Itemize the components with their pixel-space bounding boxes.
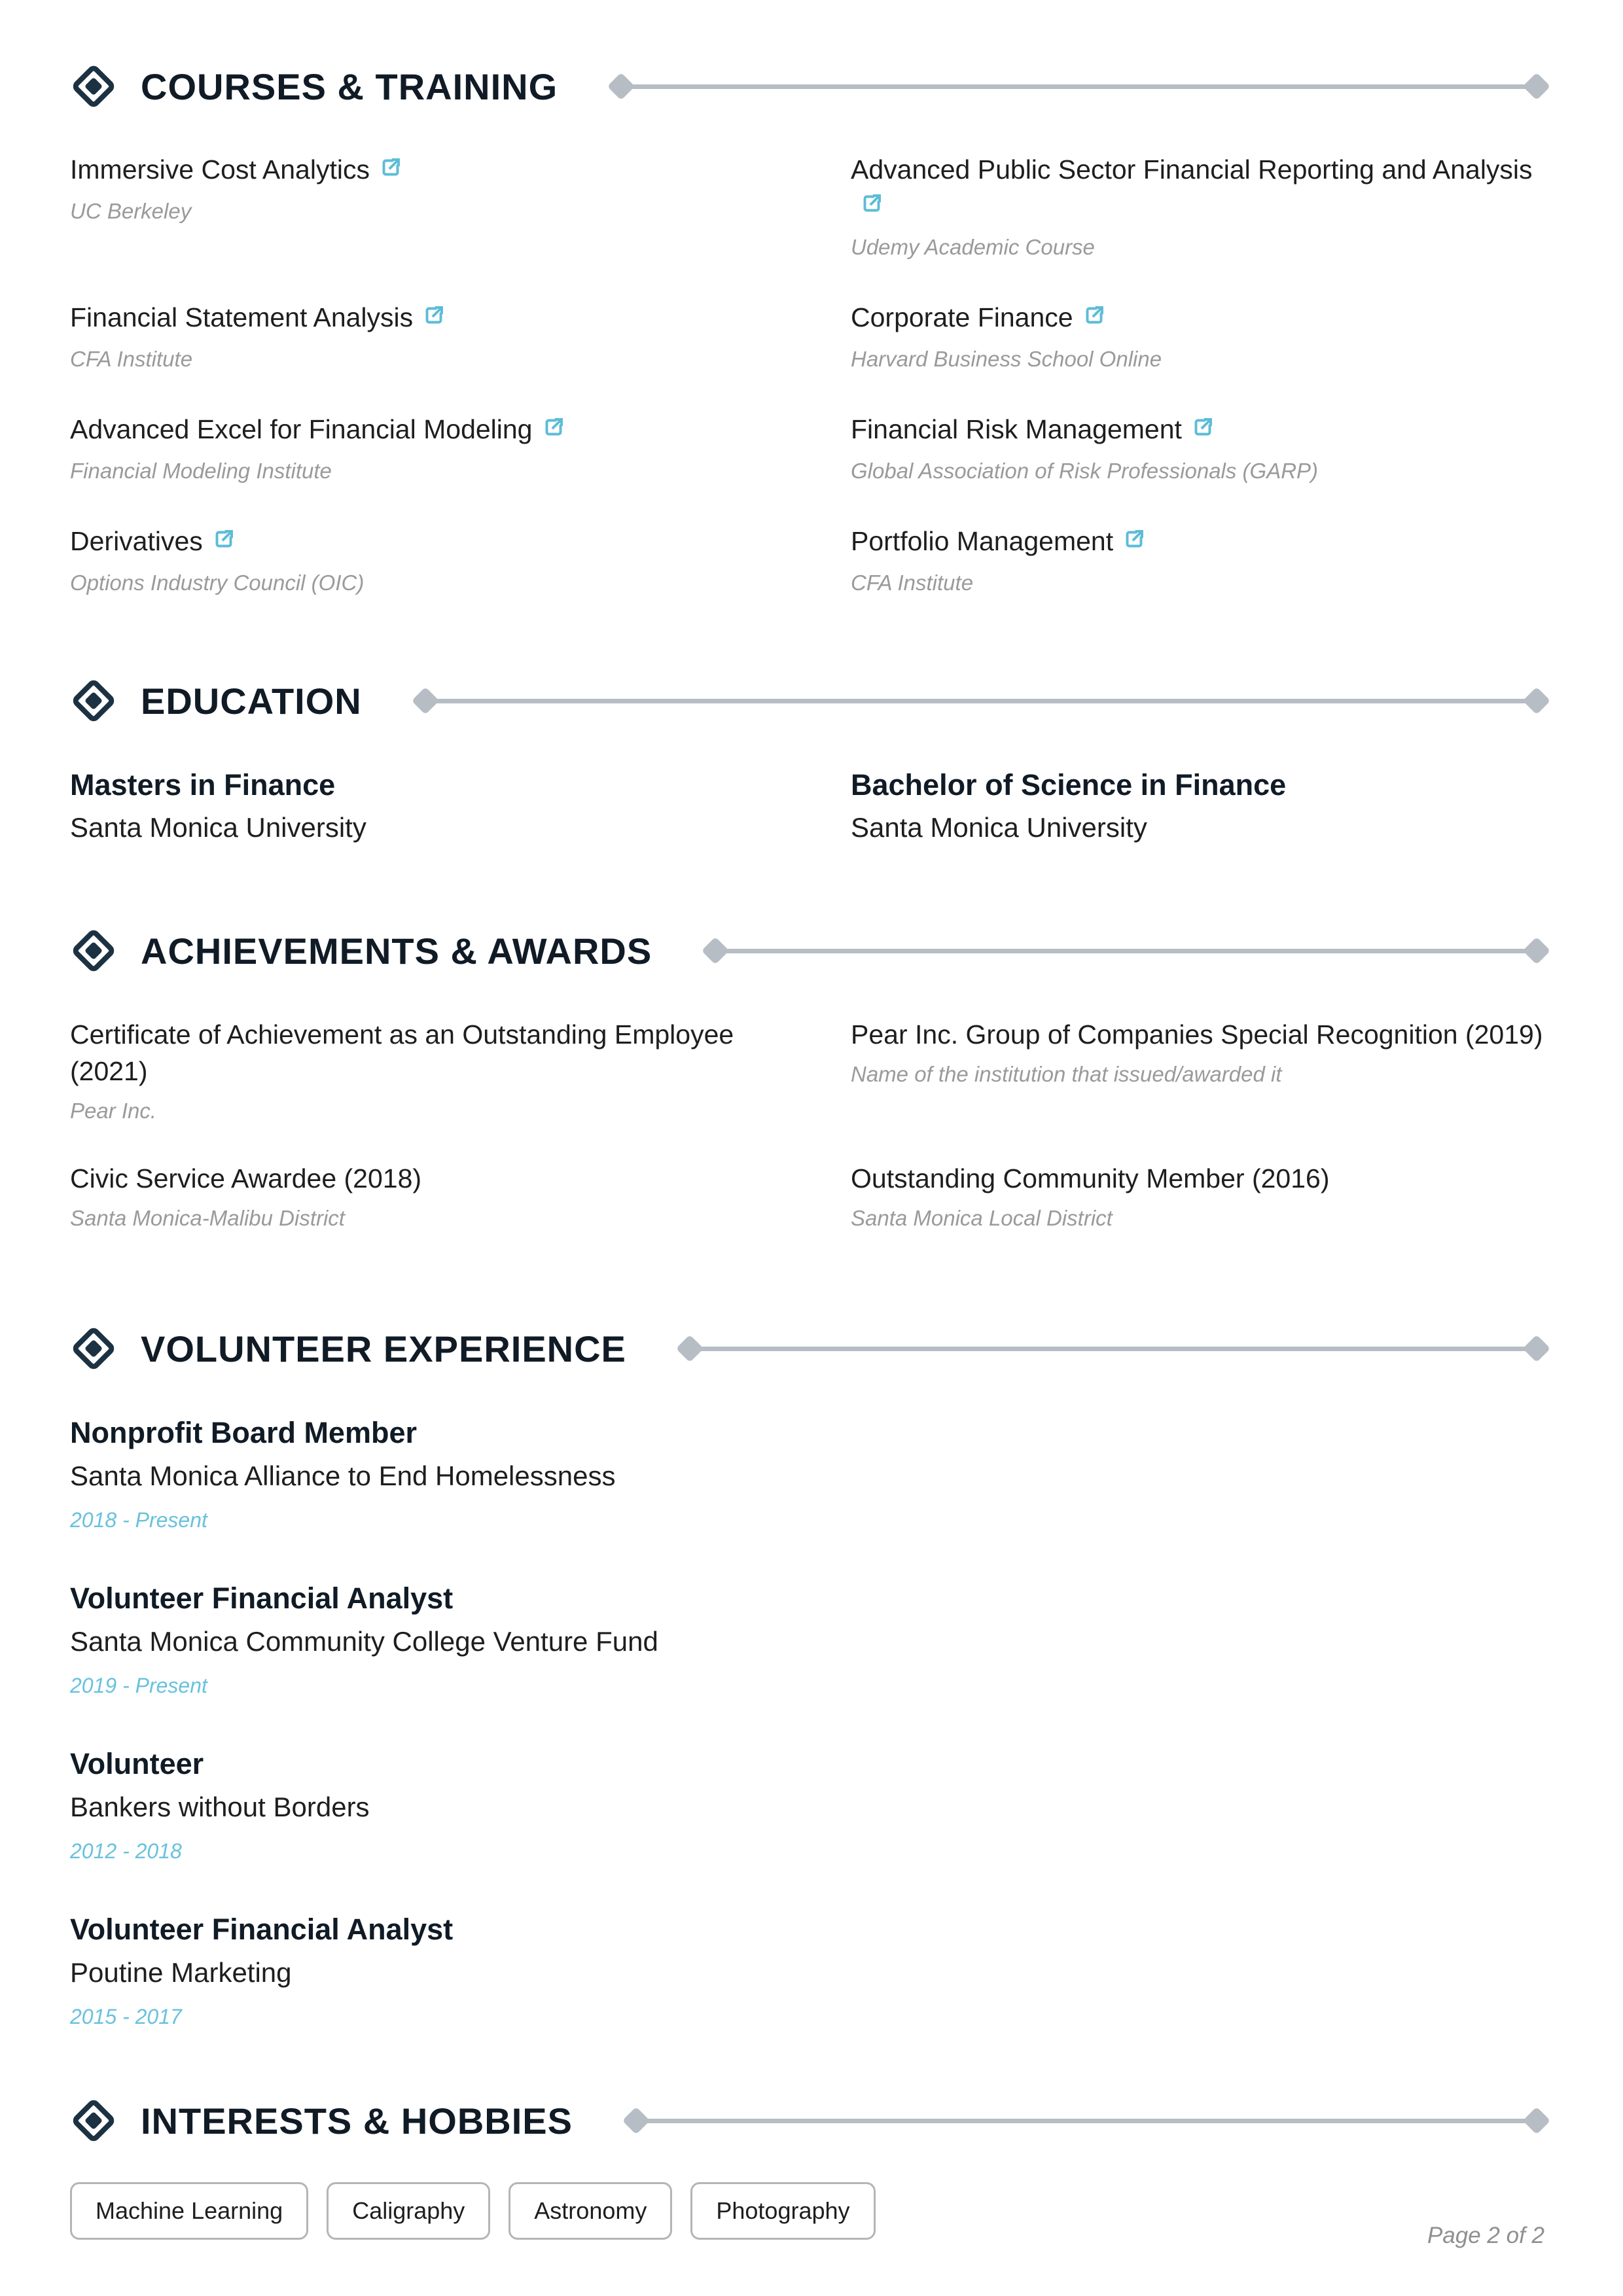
award-org: Santa Monica Local District <box>851 1206 1113 1230</box>
course-title: Corporate Finance <box>851 300 1553 336</box>
volunteer-dates: 2019 - Present <box>70 1674 207 1697</box>
external-link-icon[interactable] <box>1082 300 1106 324</box>
diamond-icon <box>70 2097 117 2144</box>
award-item <box>851 1160 1553 1231</box>
volunteer-dates: 2015 - 2017 <box>70 2005 182 2028</box>
section-rule <box>709 949 1543 953</box>
section-title-achievements: ACHIEVEMENTS & AWARDS <box>141 930 652 972</box>
volunteer-org: Poutine Marketing <box>70 1957 292 1988</box>
award-org: Name of the institution that issued/awarded it <box>851 1062 1282 1086</box>
volunteer-org: Santa Monica Alliance to End Homelessness <box>70 1460 616 1491</box>
award-item <box>70 1160 772 1231</box>
course-org: Options Industry Council (OIC) <box>70 571 365 595</box>
course-title: Advanced Excel for Financial Modeling <box>70 412 772 448</box>
section-interests <box>70 2097 1553 2240</box>
course-item <box>70 152 772 260</box>
interest-chip: Machine Learning <box>70 2182 308 2240</box>
course-item <box>851 300 1553 372</box>
page-indicator: Page 2 of 2 <box>1427 2223 1544 2248</box>
school-name: Santa Monica University <box>851 812 1147 843</box>
volunteer-item <box>70 1580 1553 1698</box>
course-org: UC Berkeley <box>70 199 192 223</box>
external-link-icon[interactable] <box>212 524 236 548</box>
course-item <box>851 412 1553 484</box>
course-item <box>70 523 772 596</box>
volunteer-item <box>70 1414 1553 1532</box>
section-achievements <box>70 927 1553 1267</box>
volunteer-role: Volunteer <box>70 1747 204 1780</box>
course-item <box>70 300 772 372</box>
section-rule <box>615 84 1543 89</box>
interest-chip: Caligraphy <box>327 2182 490 2240</box>
interest-chip: Astronomy <box>508 2182 672 2240</box>
course-org: Financial Modeling Institute <box>70 459 332 483</box>
section-title-volunteer: VOLUNTEER EXPERIENCE <box>141 1328 626 1369</box>
section-title-interests: INTERESTS & HOBBIES <box>141 2100 573 2142</box>
volunteer-list <box>70 1414 1553 2029</box>
course-title: Portfolio Management <box>851 523 1553 559</box>
volunteer-role: Nonprofit Board Member <box>70 1416 418 1449</box>
award-item <box>70 1016 772 1123</box>
course-org: Global Association of Risk Professionals (GARP) <box>851 459 1319 483</box>
volunteer-item <box>70 1745 1553 1863</box>
degree-title: Bachelor of Science in Finance <box>851 768 1287 802</box>
course-org: CFA Institute <box>70 347 193 371</box>
diamond-icon <box>70 1325 117 1372</box>
degree-title: Masters in Finance <box>70 768 336 802</box>
volunteer-dates: 2018 - Present <box>70 1508 207 1532</box>
volunteer-role: Volunteer Financial Analyst <box>70 1913 454 1946</box>
volunteer-header <box>70 1325 1553 1372</box>
section-volunteer <box>70 1325 1553 2029</box>
courses-header <box>70 63 1553 110</box>
school-name: Santa Monica University <box>70 812 366 843</box>
course-org: Udemy Academic Course <box>851 235 1095 259</box>
external-link-icon[interactable] <box>379 152 402 176</box>
award-title: Civic Service Awardee (2018) <box>70 1163 422 1193</box>
external-link-icon[interactable] <box>422 300 446 324</box>
interest-chips <box>70 2182 1553 2240</box>
diamond-icon <box>70 677 117 724</box>
volunteer-org: Bankers without Borders <box>70 1792 370 1822</box>
interest-chip: Photography <box>690 2182 875 2240</box>
education-item <box>70 766 772 843</box>
achievements-grid <box>70 1016 1553 1267</box>
education-header <box>70 677 1553 724</box>
external-link-icon[interactable] <box>1122 524 1146 548</box>
course-title: Financial Risk Management <box>851 412 1553 448</box>
section-rule <box>684 1347 1543 1351</box>
course-item <box>70 412 772 484</box>
award-title: Pear Inc. Group of Companies Special Recognition (2019) <box>851 1019 1543 1050</box>
diamond-icon <box>70 927 117 974</box>
section-courses <box>70 63 1553 635</box>
interests-header <box>70 2097 1553 2144</box>
course-org: Harvard Business School Online <box>851 347 1162 371</box>
course-title: Immersive Cost Analytics <box>70 152 772 188</box>
award-title: Certificate of Achievement as an Outstanding Employee (2021) <box>70 1019 734 1086</box>
award-org: Pear Inc. <box>70 1099 157 1123</box>
external-link-icon[interactable] <box>1191 412 1215 436</box>
education-grid <box>70 766 1553 843</box>
volunteer-role: Volunteer Financial Analyst <box>70 1581 454 1615</box>
section-title-education: EDUCATION <box>141 680 362 722</box>
course-item <box>851 152 1553 260</box>
award-org: Santa Monica-Malibu District <box>70 1206 345 1230</box>
course-org: CFA Institute <box>851 571 974 595</box>
course-item <box>851 523 1553 596</box>
award-title: Outstanding Community Member (2016) <box>851 1163 1330 1193</box>
diamond-icon <box>70 63 117 110</box>
section-education <box>70 677 1553 843</box>
external-link-icon[interactable] <box>860 188 883 212</box>
section-rule <box>630 2119 1543 2123</box>
volunteer-dates: 2012 - 2018 <box>70 1839 182 1863</box>
course-title: Advanced Public Sector Financial Reporting and Analysis <box>851 152 1553 224</box>
education-item <box>851 766 1553 843</box>
external-link-icon[interactable] <box>542 412 565 436</box>
course-title: Financial Statement Analysis <box>70 300 772 336</box>
courses-grid <box>70 152 1553 635</box>
achievements-header <box>70 927 1553 974</box>
section-title-courses: COURSES & TRAINING <box>141 65 558 107</box>
volunteer-org: Santa Monica Community College Venture Fund <box>70 1626 658 1657</box>
section-rule <box>419 699 1543 703</box>
volunteer-item <box>70 1911 1553 2029</box>
course-title: Derivatives <box>70 523 772 559</box>
award-item <box>851 1016 1553 1123</box>
